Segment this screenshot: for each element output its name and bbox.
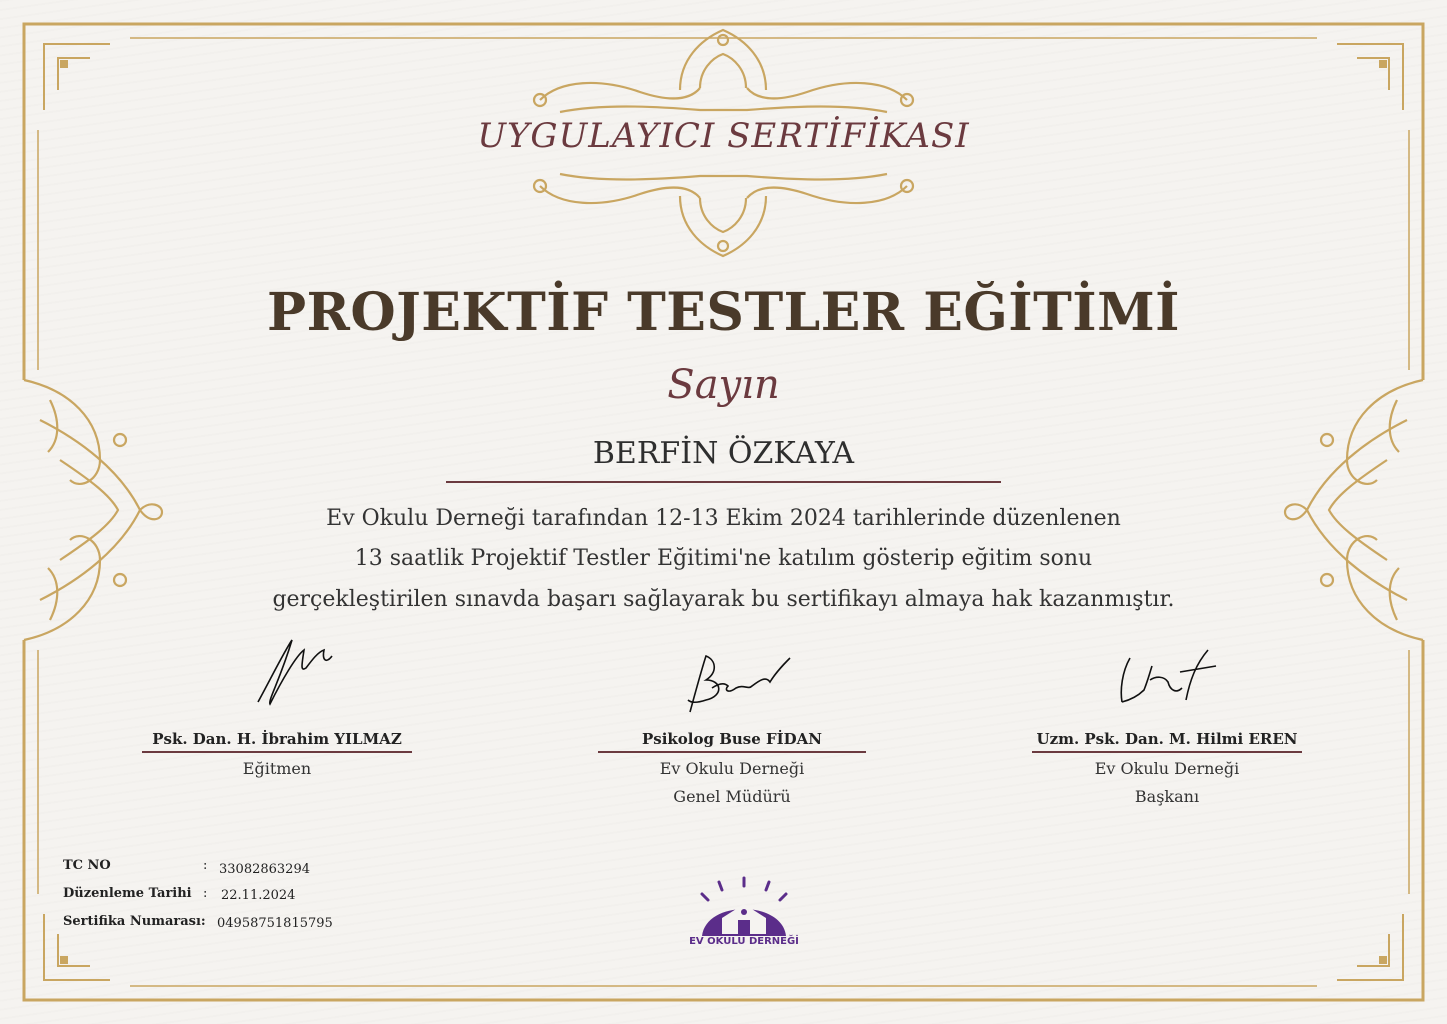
signatory-role: Başkanı bbox=[1134, 787, 1200, 806]
signatory-role: Genel Müdürü bbox=[673, 787, 791, 806]
issue-date-colon: : bbox=[203, 886, 208, 901]
certificate-type-label: UYGULAYICI SERTİFİKASI bbox=[477, 116, 970, 156]
association-logo bbox=[684, 872, 804, 952]
signatory-instructor bbox=[142, 730, 412, 783]
recipient-name: BERFİN ÖZKAYA bbox=[592, 436, 855, 471]
issue-date-value: 22.11.2024 bbox=[221, 888, 296, 903]
tc-colon: : bbox=[203, 858, 208, 873]
issue-date-label: Düzenleme Tarihi bbox=[63, 886, 192, 901]
certificate-number-label: Sertifika Numarası: bbox=[63, 914, 206, 929]
signature-line bbox=[598, 751, 866, 753]
signatory-name: Psk. Dan. H. İbrahim YILMAZ bbox=[152, 730, 402, 748]
signatory-president bbox=[1032, 730, 1302, 811]
certificate-details bbox=[63, 858, 363, 938]
recipient-underline bbox=[446, 481, 1001, 483]
logo-text: EV OKULU DERNEĞİ bbox=[689, 936, 799, 947]
salutation: Sayın bbox=[667, 362, 780, 408]
signatory-role: Ev Okulu Derneği bbox=[659, 759, 805, 778]
signature-marks bbox=[258, 640, 1216, 712]
signatory-general-manager bbox=[598, 730, 866, 811]
signature-line bbox=[1032, 751, 1302, 753]
certificate-title: PROJEKTİF TESTLER EĞİTİMİ bbox=[267, 282, 1180, 343]
signatory-name: Psikolog Buse FİDAN bbox=[641, 730, 823, 748]
signatory-role: Ev Okulu Derneği bbox=[1094, 759, 1240, 778]
signature-line bbox=[142, 751, 412, 753]
tc-label: TC NO bbox=[63, 858, 111, 873]
body-text-line: Ev Okulu Derneği tarafından 12-13 Ekim 2024 tarihlerinde düzenlenen bbox=[326, 506, 1121, 531]
tc-value: 33082863294 bbox=[219, 862, 310, 877]
signatory-role: Eğitmen bbox=[242, 759, 312, 778]
certificate-number-value: 04958751815795 bbox=[217, 916, 333, 931]
body-text-line: gerçekleştirilen sınavda başarı sağlayarak bu sertifikayı almaya hak kazanmıştır. bbox=[272, 587, 1175, 612]
body-text-line: 13 saatlik Projektif Testler Eğitimi'ne katılım gösterip eğitim sonu bbox=[354, 546, 1093, 571]
signatory-name: Uzm. Psk. Dan. M. Hilmi EREN bbox=[1036, 730, 1298, 748]
